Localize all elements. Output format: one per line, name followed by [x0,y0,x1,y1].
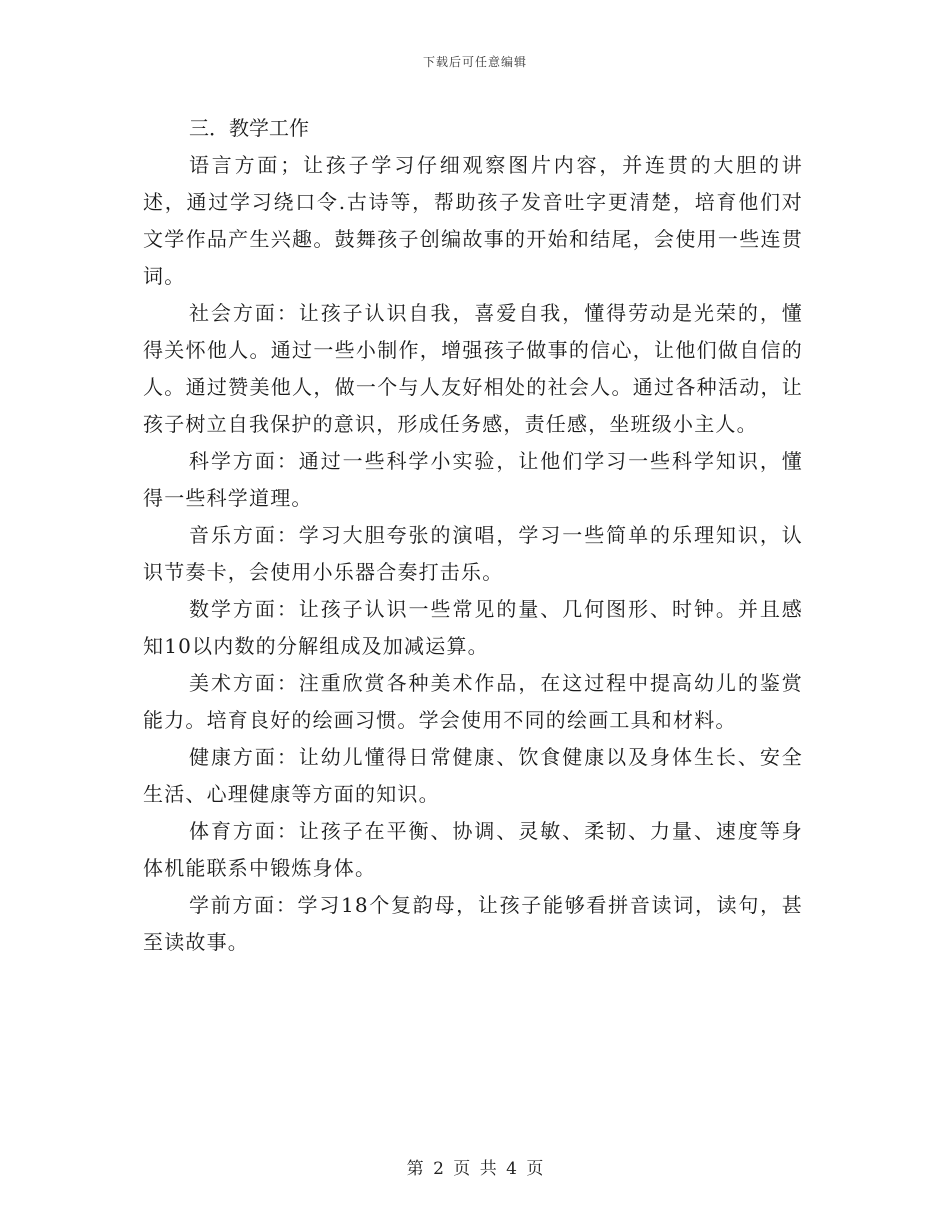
paragraph-social: 社会方面：让孩子认识自我，喜爱自我，懂得劳动是光荣的，懂得关怀他人。通过一些小制作，增强孩子做事的信心，让他们做自信的人。通过赞美他人，做一个与人友好相处的社会人。通过各种活动，让孩子树立自我保护的意识，形成任务感，责任感，坐班级小主人。 [143,301,803,436]
paragraph-preschool: 学前方面：学习18个复韵母，让孩子能够看拼音读词，读句，甚至读故事。 [143,893,803,954]
document-body [143,110,803,961]
paragraph-pe: 体育方面：让孩子在平衡、协调、灵敏、柔韧、力量、速度等身体机能联系中锻炼身体。 [143,819,803,880]
header-note: 下载后可任意编辑 [422,55,527,69]
section-heading: 三．教学工作 [189,116,309,140]
paragraph-health: 健康方面：让幼儿懂得日常健康、饮食健康以及身体生长、安全生活、心理健康等方面的知识。 [143,745,803,806]
paragraph-music: 音乐方面：学习大胆夸张的演唱，学习一些简单的乐理知识，认识节奏卡，会使用小乐器合奏打击乐。 [143,523,803,584]
paragraph-science: 科学方面：通过一些科学小实验，让他们学习一些科学知识，懂得一些科学道理。 [143,449,803,510]
page-number-footer: 第 2 页 共 4 页 [406,1159,544,1179]
paragraph-art: 美术方面：注重欣赏各种美术作品，在这过程中提高幼儿的鉴赏能力。培育良好的绘画习惯。学会使用不同的绘画工具和材料。 [143,671,803,732]
paragraph-language: 语言方面；让孩子学习仔细观察图片内容，并连贯的大胆的讲述，通过学习绕口令.古诗等，帮助孩子发音吐字更清楚，培育他们对文学作品产生兴趣。鼓舞孩子创编故事的开始和结尾，会使用一些连贯词。 [143,153,803,288]
paragraph-math: 数学方面：让孩子认识一些常见的量、几何图形、时钟。并且感知10以内数的分解组成及加减运算。 [143,597,803,658]
